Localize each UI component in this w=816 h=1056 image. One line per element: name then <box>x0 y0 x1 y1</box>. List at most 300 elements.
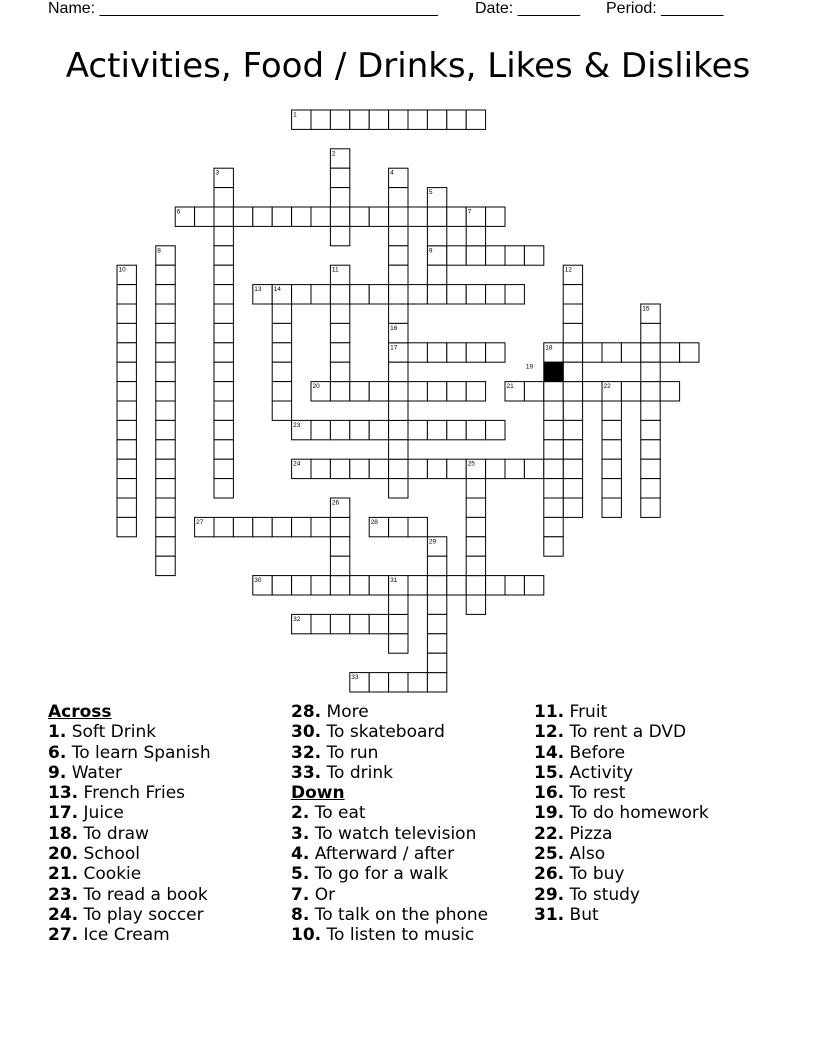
crossword-cell[interactable] <box>214 207 233 226</box>
crossword-cell[interactable] <box>253 285 272 304</box>
crossword-cell[interactable] <box>389 265 408 284</box>
crossword-cell[interactable] <box>505 382 524 401</box>
crossword-cell[interactable] <box>253 517 272 536</box>
crossword-cell[interactable] <box>330 537 349 556</box>
crossword-cell[interactable] <box>214 382 233 401</box>
crossword-cell[interactable] <box>389 246 408 265</box>
crossword-cell[interactable] <box>330 614 349 633</box>
crossword-cell[interactable] <box>350 207 369 226</box>
crossword-cell[interactable] <box>544 498 563 517</box>
crossword-cell[interactable] <box>330 110 349 129</box>
crossword-cell[interactable] <box>447 459 466 478</box>
crossword-cell[interactable] <box>156 323 175 342</box>
crossword-cell[interactable] <box>214 420 233 439</box>
crossword-cell[interactable] <box>117 420 136 439</box>
crossword-cell[interactable] <box>544 479 563 498</box>
crossword-cell[interactable] <box>330 304 349 323</box>
crossword-cell[interactable] <box>563 285 582 304</box>
crossword-cell[interactable] <box>621 382 640 401</box>
crossword-cell[interactable] <box>466 246 485 265</box>
clue-item <box>48 885 211 905</box>
crossword-cell[interactable] <box>641 323 660 342</box>
crossword-cell[interactable] <box>117 265 136 284</box>
crossword-cell[interactable] <box>389 188 408 207</box>
crossword-cell[interactable] <box>466 382 485 401</box>
crossword-cell[interactable] <box>330 517 349 536</box>
crossword-cell[interactable] <box>233 207 252 226</box>
crossword-cell[interactable] <box>505 459 524 478</box>
crossword-cell[interactable] <box>214 401 233 420</box>
crossword-cell[interactable] <box>563 343 582 362</box>
crossword-cell[interactable] <box>272 382 291 401</box>
crossword-cell[interactable] <box>369 517 388 536</box>
crossword-cell[interactable] <box>311 614 330 633</box>
crossword-cell[interactable] <box>408 382 427 401</box>
crossword-cell[interactable] <box>563 440 582 459</box>
crossword-cell[interactable] <box>583 343 602 362</box>
crossword-cell[interactable] <box>330 323 349 342</box>
cell-number: 15 <box>642 305 650 313</box>
crossword-cell[interactable] <box>214 226 233 245</box>
clues-col2 <box>291 702 488 946</box>
crossword-cell[interactable] <box>195 207 214 226</box>
crossword-cell[interactable] <box>486 420 505 439</box>
crossword-cell[interactable] <box>427 673 446 692</box>
crossword-cell[interactable] <box>602 343 621 362</box>
crossword-cell[interactable] <box>175 207 194 226</box>
clue-number: 4. <box>291 844 310 865</box>
crossword-cell[interactable] <box>427 226 446 245</box>
crossword-cell[interactable] <box>272 285 291 304</box>
crossword-cell[interactable] <box>408 285 427 304</box>
crossword-cell[interactable] <box>389 323 408 342</box>
clue-number: 13. <box>48 783 79 804</box>
crossword-cell[interactable] <box>272 343 291 362</box>
crossword-cell[interactable] <box>641 479 660 498</box>
crossword-cell[interactable] <box>427 653 446 672</box>
crossword-cell[interactable] <box>602 459 621 478</box>
crossword-cell[interactable] <box>156 246 175 265</box>
crossword-cell[interactable] <box>117 459 136 478</box>
crossword-cell[interactable] <box>583 382 602 401</box>
crossword-cell[interactable] <box>427 595 446 614</box>
crossword-cell[interactable] <box>641 343 660 362</box>
crossword-cell[interactable] <box>156 420 175 439</box>
crossword-cell[interactable] <box>544 420 563 439</box>
crossword-cell[interactable] <box>117 498 136 517</box>
clue-list <box>291 702 488 783</box>
crossword-cell[interactable] <box>156 459 175 478</box>
crossword-cell[interactable] <box>486 285 505 304</box>
crossword-cell[interactable] <box>350 576 369 595</box>
crossword-cell[interactable] <box>544 517 563 536</box>
clue-number: 10. <box>291 925 322 946</box>
crossword-cell[interactable] <box>330 382 349 401</box>
crossword-cell[interactable] <box>214 246 233 265</box>
crossword-cell[interactable] <box>427 420 446 439</box>
crossword-cell[interactable] <box>641 401 660 420</box>
crossword-cell[interactable] <box>641 304 660 323</box>
crossword-cell[interactable] <box>427 285 446 304</box>
crossword-cell[interactable] <box>117 362 136 381</box>
crossword-cell[interactable] <box>369 285 388 304</box>
crossword-cell[interactable] <box>466 207 485 226</box>
crossword-cell[interactable] <box>486 343 505 362</box>
crossword-cell[interactable] <box>156 382 175 401</box>
crossword-cell[interactable] <box>389 304 408 323</box>
crossword-cell[interactable] <box>156 440 175 459</box>
crossword-cell[interactable] <box>350 382 369 401</box>
crossword-cell[interactable] <box>330 168 349 187</box>
crossword-cell[interactable] <box>156 362 175 381</box>
cell-number: 30 <box>254 577 262 585</box>
crossword-cell[interactable] <box>214 265 233 284</box>
crossword-cell[interactable] <box>524 382 543 401</box>
crossword-cell[interactable] <box>563 382 582 401</box>
crossword-cell[interactable] <box>602 401 621 420</box>
clue-item <box>534 702 709 722</box>
crossword-cell[interactable] <box>156 285 175 304</box>
crossword-cell[interactable] <box>466 556 485 575</box>
crossword-cell[interactable] <box>117 343 136 362</box>
crossword-cell[interactable] <box>563 265 582 284</box>
crossword-cell[interactable] <box>621 343 640 362</box>
crossword-cell[interactable] <box>369 382 388 401</box>
crossword-cell[interactable] <box>408 673 427 692</box>
crossword-cell[interactable] <box>602 440 621 459</box>
crossword-cell[interactable] <box>214 188 233 207</box>
crossword-cell[interactable] <box>156 343 175 362</box>
crossword-cell[interactable] <box>311 382 330 401</box>
crossword-cell[interactable] <box>330 576 349 595</box>
crossword-cell[interactable] <box>117 517 136 536</box>
crossword-cell[interactable] <box>389 401 408 420</box>
crossword-cell[interactable] <box>544 440 563 459</box>
crossword-cell[interactable] <box>214 440 233 459</box>
crossword-cell[interactable] <box>408 459 427 478</box>
crossword-cell[interactable] <box>505 576 524 595</box>
crossword-cell[interactable] <box>233 517 252 536</box>
crossword-cell[interactable] <box>408 207 427 226</box>
across-clues-col1 <box>48 702 211 946</box>
crossword-cell[interactable] <box>563 479 582 498</box>
crossword-cell[interactable] <box>486 207 505 226</box>
crossword-cell[interactable] <box>641 498 660 517</box>
crossword-cell[interactable] <box>427 265 446 284</box>
crossword-cell[interactable] <box>292 576 311 595</box>
page-title: Activities, Food / Drinks, Likes & Dislikes <box>65 46 751 86</box>
crossword-cell[interactable] <box>466 576 485 595</box>
crossword-cell[interactable] <box>427 343 446 362</box>
crossword-cell[interactable] <box>330 285 349 304</box>
crossword-cell[interactable] <box>408 343 427 362</box>
crossword-cell[interactable] <box>330 207 349 226</box>
crossword-cell[interactable] <box>466 285 485 304</box>
crossword-cell[interactable] <box>544 343 563 362</box>
crossword-cell[interactable] <box>447 207 466 226</box>
crossword-cell[interactable] <box>272 401 291 420</box>
crossword-cell[interactable] <box>272 304 291 323</box>
crossword-cell[interactable] <box>311 420 330 439</box>
crossword-cell[interactable] <box>466 517 485 536</box>
crossword-cell[interactable] <box>350 459 369 478</box>
clue-item <box>534 803 709 823</box>
crossword-cell[interactable] <box>447 110 466 129</box>
crossword-cell[interactable] <box>602 382 621 401</box>
crossword-cell[interactable] <box>311 517 330 536</box>
crossword-cell[interactable] <box>389 673 408 692</box>
crossword-cell[interactable] <box>447 382 466 401</box>
crossword-cell[interactable] <box>427 246 446 265</box>
crossword-cell[interactable] <box>214 459 233 478</box>
crossword-cell[interactable] <box>389 440 408 459</box>
crossword-cell[interactable] <box>369 207 388 226</box>
crossword-cell[interactable] <box>214 285 233 304</box>
crossword-cell[interactable] <box>369 614 388 633</box>
crossword-cell[interactable] <box>427 614 446 633</box>
crossword-cell[interactable] <box>292 285 311 304</box>
crossword-cell[interactable] <box>156 304 175 323</box>
crossword-cell[interactable] <box>214 362 233 381</box>
crossword-cell[interactable] <box>272 207 291 226</box>
clue-text: To buy <box>569 864 625 885</box>
crossword-cell[interactable] <box>369 576 388 595</box>
crossword-cell[interactable] <box>156 401 175 420</box>
cell-number: 12 <box>564 266 572 274</box>
crossword-cell[interactable] <box>641 362 660 381</box>
crossword-cell[interactable] <box>427 188 446 207</box>
crossword-cell[interactable] <box>389 285 408 304</box>
crossword-cell[interactable] <box>486 459 505 478</box>
clue-item <box>48 925 211 945</box>
crossword-cell[interactable] <box>563 401 582 420</box>
cell-number: 9 <box>428 247 433 255</box>
crossword-cell[interactable] <box>602 479 621 498</box>
crossword-cell[interactable] <box>408 110 427 129</box>
crossword-cell[interactable] <box>563 362 582 381</box>
crossword-cell[interactable] <box>524 576 543 595</box>
crossword-cell[interactable] <box>505 285 524 304</box>
crossword-cell[interactable] <box>214 479 233 498</box>
crossword-cell[interactable] <box>680 343 699 362</box>
crossword-cell[interactable] <box>389 207 408 226</box>
clue-item <box>48 905 211 925</box>
crossword-cell[interactable] <box>641 420 660 439</box>
crossword-cell[interactable] <box>641 459 660 478</box>
clue-item <box>534 763 709 783</box>
crossword-cell[interactable] <box>389 634 408 653</box>
crossword-cell[interactable] <box>427 110 446 129</box>
crossword-cell[interactable] <box>117 323 136 342</box>
crossword-cell[interactable] <box>408 517 427 536</box>
crossword-cell[interactable] <box>272 576 291 595</box>
crossword-cell[interactable] <box>350 673 369 692</box>
crossword-cell[interactable] <box>156 537 175 556</box>
crossword-cell[interactable] <box>389 168 408 187</box>
crossword-cell[interactable] <box>117 440 136 459</box>
period-field[interactable]: Period: _______ <box>606 0 724 17</box>
crossword-cell[interactable] <box>660 382 679 401</box>
crossword-cell[interactable] <box>292 459 311 478</box>
clue-text: To skateboard <box>326 722 445 743</box>
crossword-cell[interactable] <box>427 576 446 595</box>
crossword-cell[interactable] <box>350 110 369 129</box>
crossword-cell[interactable] <box>311 207 330 226</box>
crossword-cell[interactable] <box>253 207 272 226</box>
crossword-cell[interactable] <box>466 479 485 498</box>
crossword-cell[interactable] <box>330 420 349 439</box>
crossword-cell[interactable] <box>408 420 427 439</box>
crossword-cell[interactable] <box>350 420 369 439</box>
cell-number: 4 <box>390 169 394 177</box>
crossword-cell[interactable] <box>214 517 233 536</box>
crossword-cell[interactable] <box>272 362 291 381</box>
crossword-cell[interactable] <box>330 149 349 168</box>
crossword-cell[interactable] <box>544 537 563 556</box>
clue-number: 15. <box>534 762 565 783</box>
crossword-cell[interactable] <box>389 382 408 401</box>
crossword-cell[interactable] <box>389 362 408 381</box>
crossword-cell[interactable] <box>117 285 136 304</box>
crossword-cell[interactable] <box>486 246 505 265</box>
crossword-cell[interactable] <box>117 304 136 323</box>
crossword-cell[interactable] <box>350 614 369 633</box>
crossword-cell[interactable] <box>466 498 485 517</box>
crossword-cell[interactable] <box>369 110 388 129</box>
crossword-cell[interactable] <box>311 576 330 595</box>
crossword-cell[interactable] <box>427 459 446 478</box>
crossword-cell[interactable] <box>389 459 408 478</box>
crossword-cell[interactable] <box>427 634 446 653</box>
crossword-cell[interactable] <box>389 595 408 614</box>
clue-text: Water <box>71 762 122 783</box>
crossword-cell[interactable] <box>389 343 408 362</box>
crossword-cell[interactable] <box>330 362 349 381</box>
crossword-cell[interactable] <box>447 246 466 265</box>
crossword-cell[interactable] <box>389 420 408 439</box>
crossword-cell[interactable] <box>156 517 175 536</box>
crossword-cell[interactable] <box>641 382 660 401</box>
crossword-cell[interactable] <box>466 343 485 362</box>
crossword-cell[interactable] <box>447 576 466 595</box>
crossword-cell[interactable] <box>330 343 349 362</box>
crossword-cell[interactable] <box>427 207 446 226</box>
crossword-cell[interactable] <box>214 343 233 362</box>
crossword-cell[interactable] <box>466 595 485 614</box>
crossword-cell[interactable] <box>369 459 388 478</box>
crossword-cell[interactable] <box>660 343 679 362</box>
crossword-cell[interactable] <box>427 382 446 401</box>
crossword-cell[interactable] <box>389 576 408 595</box>
crossword-cell[interactable] <box>311 459 330 478</box>
crossword-cell[interactable] <box>156 265 175 284</box>
crossword-cell[interactable] <box>505 246 524 265</box>
crossword-cell[interactable] <box>389 517 408 536</box>
crossword-cell[interactable] <box>369 420 388 439</box>
crossword-cell[interactable] <box>330 498 349 517</box>
crossword-cell[interactable] <box>486 576 505 595</box>
crossword-cell[interactable] <box>408 576 427 595</box>
crossword-cell[interactable] <box>330 226 349 245</box>
crossword-cell[interactable] <box>389 110 408 129</box>
crossword-cell[interactable] <box>214 304 233 323</box>
crossword-cell[interactable] <box>292 614 311 633</box>
crossword-cell[interactable] <box>214 323 233 342</box>
crossword-cell[interactable] <box>602 498 621 517</box>
crossword-cell[interactable] <box>272 323 291 342</box>
crossword-cell[interactable] <box>117 479 136 498</box>
crossword-cell[interactable] <box>156 498 175 517</box>
crossword-cell[interactable] <box>466 459 485 478</box>
crossword-cell[interactable] <box>292 207 311 226</box>
crossword-cell[interactable] <box>563 323 582 342</box>
crossword-cell[interactable] <box>447 343 466 362</box>
crossword-cell[interactable] <box>253 576 272 595</box>
crossword-cell[interactable] <box>369 673 388 692</box>
crossword-cell[interactable] <box>311 110 330 129</box>
crossword-cell[interactable] <box>466 420 485 439</box>
crossword-cell[interactable] <box>524 459 543 478</box>
cell-number: 18 <box>545 344 553 352</box>
clue-number: 11. <box>534 702 565 722</box>
crossword-cell[interactable] <box>563 304 582 323</box>
crossword-cell[interactable] <box>292 517 311 536</box>
crossword-cell[interactable] <box>544 459 563 478</box>
crossword-cell[interactable] <box>466 110 485 129</box>
crossword-cell[interactable] <box>466 226 485 245</box>
crossword-cell[interactable] <box>330 556 349 575</box>
crossword-cell[interactable] <box>602 420 621 439</box>
crossword-cell[interactable] <box>350 285 369 304</box>
crossword-cell[interactable] <box>117 382 136 401</box>
crossword-cell[interactable] <box>563 459 582 478</box>
crossword-cell[interactable] <box>544 382 563 401</box>
crossword-cell[interactable] <box>117 401 136 420</box>
crossword-cell[interactable] <box>641 440 660 459</box>
crossword-cell[interactable] <box>330 265 349 284</box>
crossword-cell[interactable] <box>292 110 311 129</box>
clue-list <box>48 722 211 945</box>
crossword-cell[interactable] <box>311 285 330 304</box>
crossword-cell[interactable] <box>156 479 175 498</box>
crossword-cell[interactable] <box>389 614 408 633</box>
clue-item <box>291 844 488 864</box>
crossword-cell[interactable] <box>447 420 466 439</box>
crossword-cell[interactable] <box>156 556 175 575</box>
cell-number: 7 <box>467 208 472 216</box>
crossword-cell[interactable] <box>195 517 214 536</box>
crossword-cell[interactable] <box>427 537 446 556</box>
name-field[interactable]: Name: ______________________________________ <box>48 0 438 17</box>
crossword-cell[interactable] <box>563 420 582 439</box>
crossword-cell[interactable] <box>563 498 582 517</box>
crossword-cell[interactable] <box>427 556 446 575</box>
clue-number: 8. <box>291 904 310 925</box>
crossword-cell[interactable] <box>544 401 563 420</box>
crossword-cell[interactable] <box>330 459 349 478</box>
date-field[interactable]: Date: _______ <box>475 0 580 17</box>
crossword-cell[interactable] <box>389 479 408 498</box>
crossword-cell[interactable] <box>466 537 485 556</box>
crossword-cell[interactable] <box>272 517 291 536</box>
crossword-cell[interactable] <box>214 168 233 187</box>
crossword-cell[interactable] <box>389 226 408 245</box>
crossword-cell[interactable] <box>447 285 466 304</box>
cell-number: 20 <box>312 383 320 391</box>
crossword-cell[interactable] <box>292 420 311 439</box>
crossword-cell[interactable] <box>330 188 349 207</box>
crossword-cell[interactable] <box>524 246 543 265</box>
